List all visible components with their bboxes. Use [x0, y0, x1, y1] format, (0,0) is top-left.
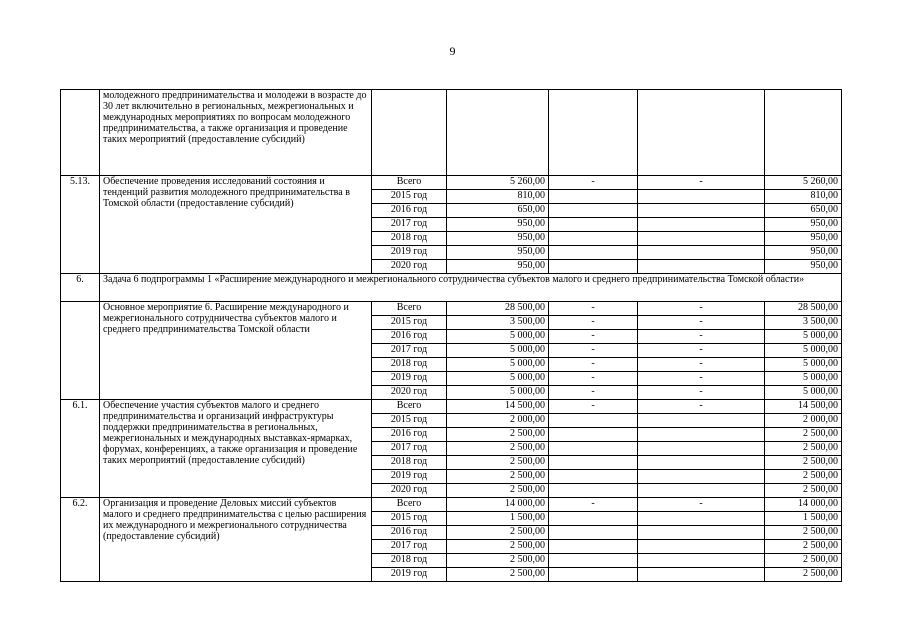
local-cell: -: [638, 316, 765, 330]
period-cell: 2019 год: [372, 246, 447, 260]
local-cell: -: [638, 344, 765, 358]
local-cell: [638, 414, 765, 428]
row-number: [61, 302, 100, 400]
federal-cell: -: [549, 176, 638, 190]
total-cell: 2 500,00: [765, 554, 842, 568]
amount-cell: 5 000,00: [447, 358, 549, 372]
federal-cell: [549, 190, 638, 204]
federal-cell: -: [549, 400, 638, 414]
total-cell: 2 500,00: [765, 484, 842, 498]
total-cell: 28 500,00: [765, 302, 842, 316]
total-cell: 810,00: [765, 190, 842, 204]
total-cell: 950,00: [765, 218, 842, 232]
task-number: 6.: [61, 274, 100, 302]
total-cell: 5 260,00: [765, 176, 842, 190]
amount-cell: 950,00: [447, 218, 549, 232]
local-cell: -: [638, 330, 765, 344]
row-description: молодежного предпринимательства и молодежи в возрасте до 30 лет включительно в региональных, межрегиональных и международных мероприятиях по вопросам молодежного предпринимательства, а также организация и проведение таких мероприятий (предоставление субсидий): [100, 90, 372, 176]
amount-cell: 2 500,00: [447, 540, 549, 554]
amount-cell: 2 500,00: [447, 456, 549, 470]
amount-cell: 2 500,00: [447, 442, 549, 456]
local-cell: -: [638, 372, 765, 386]
table-row: [61, 400, 842, 414]
federal-cell: [549, 540, 638, 554]
federal-cell: [549, 218, 638, 232]
local-cell: [638, 246, 765, 260]
continued-row: [61, 90, 842, 176]
federal-cell: [549, 470, 638, 484]
local-cell: -: [638, 358, 765, 372]
amount-cell: 950,00: [447, 232, 549, 246]
period-cell: 2020 год: [372, 260, 447, 274]
local-cell: [638, 428, 765, 442]
period-cell: 2020 год: [372, 484, 447, 498]
total-cell: 2 500,00: [765, 442, 842, 456]
amount-cell: 3 500,00: [447, 316, 549, 330]
row-description: Основное мероприятие 6. Расширение международного и межрегионального сотрудничества субъектов малого и среднего предпринимательства Томской области: [100, 302, 372, 400]
local-cell: [638, 190, 765, 204]
total-cell: 5 000,00: [765, 386, 842, 400]
federal-cell: [549, 456, 638, 470]
amount-cell: 2 500,00: [447, 526, 549, 540]
period-cell: 2017 год: [372, 442, 447, 456]
federal-cell: -: [549, 316, 638, 330]
budget-table: [60, 89, 842, 582]
total-cell: 3 500,00: [765, 316, 842, 330]
local-cell: -: [638, 386, 765, 400]
total-cell: 14 500,00: [765, 400, 842, 414]
total-cell: 5 000,00: [765, 344, 842, 358]
row-number: 6.1.: [61, 400, 100, 498]
period-cell: 2018 год: [372, 554, 447, 568]
amount-cell: 2 500,00: [447, 554, 549, 568]
period-cell: 2017 год: [372, 218, 447, 232]
total-cell: 950,00: [765, 260, 842, 274]
period-cell: Всего: [372, 176, 447, 190]
total-cell: 950,00: [765, 246, 842, 260]
federal-cell: -: [549, 302, 638, 316]
amount-cell: 28 500,00: [447, 302, 549, 316]
federal-cell: [549, 442, 638, 456]
amount-cell: 5 260,00: [447, 176, 549, 190]
federal-cell: -: [549, 372, 638, 386]
period-cell: 2016 год: [372, 330, 447, 344]
total-cell: 14 000,00: [765, 498, 842, 512]
amount-cell: 650,00: [447, 204, 549, 218]
total-cell: 2 500,00: [765, 540, 842, 554]
federal-cell: -: [549, 386, 638, 400]
amount-cell: 810,00: [447, 190, 549, 204]
period-cell: 2018 год: [372, 232, 447, 246]
local-cell: [638, 456, 765, 470]
amount-cell: 5 000,00: [447, 344, 549, 358]
total-cell: 5 000,00: [765, 330, 842, 344]
amount-cell: 1 500,00: [447, 512, 549, 526]
total-cell: 2 500,00: [765, 428, 842, 442]
federal-cell: [549, 526, 638, 540]
total-cell: 5 000,00: [765, 372, 842, 386]
row-description: Организация и проведение Деловых миссий субъектов малого и среднего предпринимательства с целью расширения их международного и межрегионального сотрудничества (предоставление субсидий): [100, 498, 372, 582]
period-cell: 2020 год: [372, 386, 447, 400]
federal-cell: [549, 554, 638, 568]
period-cell: 2015 год: [372, 512, 447, 526]
row-description: Обеспечение проведения исследований состояния и тенденций развития молодежного предпринимательства в Томской области (предоставление субсидий): [100, 176, 372, 274]
amount-cell: 950,00: [447, 246, 549, 260]
federal-cell: -: [549, 358, 638, 372]
local-cell: -: [638, 498, 765, 512]
federal-cell: [549, 246, 638, 260]
page-number: 9: [449, 44, 456, 58]
amount-cell: 5 000,00: [447, 330, 549, 344]
local-cell: [638, 470, 765, 484]
row-number: 5.13.: [61, 176, 100, 274]
task-title: Задача 6 подпрограммы 1 «Расширение международного и межрегионального сотрудничества субъектов малого и среднего предпринимательства Томской области»: [100, 274, 842, 302]
federal-cell: [549, 512, 638, 526]
period-cell: 2017 год: [372, 344, 447, 358]
period-cell: 2015 год: [372, 316, 447, 330]
total-cell: 1 500,00: [765, 512, 842, 526]
period-cell: 2017 год: [372, 540, 447, 554]
table-row: [61, 302, 842, 316]
table-row: [61, 176, 842, 190]
local-cell: -: [638, 400, 765, 414]
local-cell: [638, 568, 765, 582]
total-cell: 2 000,00: [765, 414, 842, 428]
period-cell: Всего: [372, 498, 447, 512]
local-cell: [638, 554, 765, 568]
amount-cell: 14 500,00: [447, 400, 549, 414]
local-cell: [638, 526, 765, 540]
amount-cell: 5 000,00: [447, 372, 549, 386]
row-number-cell: [61, 90, 100, 176]
period-cell: 2016 год: [372, 428, 447, 442]
row-number: 6.2.: [61, 498, 100, 582]
period-cell: 2015 год: [372, 414, 447, 428]
period-cell: 2016 год: [372, 526, 447, 540]
amount-cell: 2 500,00: [447, 470, 549, 484]
federal-cell: [549, 568, 638, 582]
local-cell: [638, 232, 765, 246]
total-cell: 2 500,00: [765, 470, 842, 484]
period-cell: 2018 год: [372, 358, 447, 372]
total-cell: 2 500,00: [765, 526, 842, 540]
period-cell: 2016 год: [372, 204, 447, 218]
local-cell: [638, 540, 765, 554]
federal-cell: [549, 414, 638, 428]
federal-cell: -: [549, 498, 638, 512]
federal-cell: [549, 204, 638, 218]
local-cell: [638, 484, 765, 498]
federal-cell: -: [549, 344, 638, 358]
local-cell: -: [638, 176, 765, 190]
federal-cell: [549, 484, 638, 498]
amount-cell: 2 500,00: [447, 428, 549, 442]
period-cell: Всего: [372, 302, 447, 316]
local-cell: [638, 442, 765, 456]
period-cell: 2018 год: [372, 456, 447, 470]
total-cell: 5 000,00: [765, 358, 842, 372]
federal-cell: [549, 232, 638, 246]
federal-cell: [549, 428, 638, 442]
amount-cell: 2 000,00: [447, 414, 549, 428]
amount-cell: 950,00: [447, 260, 549, 274]
total-cell: 950,00: [765, 232, 842, 246]
local-cell: -: [638, 302, 765, 316]
local-cell: [638, 218, 765, 232]
period-cell: 2019 год: [372, 568, 447, 582]
period-cell: 2019 год: [372, 372, 447, 386]
total-cell: 2 500,00: [765, 456, 842, 470]
amount-cell: 5 000,00: [447, 386, 549, 400]
local-cell: [638, 260, 765, 274]
period-cell: 2015 год: [372, 190, 447, 204]
period-cell: 2019 год: [372, 470, 447, 484]
federal-cell: [549, 260, 638, 274]
local-cell: [638, 204, 765, 218]
amount-cell: 14 000,00: [447, 498, 549, 512]
total-cell: 650,00: [765, 204, 842, 218]
row-description: Обеспечение участия субъектов малого и среднего предпринимательства и организаций инфраструктуры поддержки предпринимательства в региональных, межрегиональных и международных выставках-ярмарках, форумах, конференциях, а также организация и проведение таких мероприятий (предоставление субсидий): [100, 400, 372, 498]
period-cell: Всего: [372, 400, 447, 414]
amount-cell: 2 500,00: [447, 484, 549, 498]
task-row: [61, 274, 842, 302]
local-cell: [638, 512, 765, 526]
federal-cell: -: [549, 330, 638, 344]
amount-cell: 2 500,00: [447, 568, 549, 582]
total-cell: 2 500,00: [765, 568, 842, 582]
table-row: [61, 498, 842, 512]
